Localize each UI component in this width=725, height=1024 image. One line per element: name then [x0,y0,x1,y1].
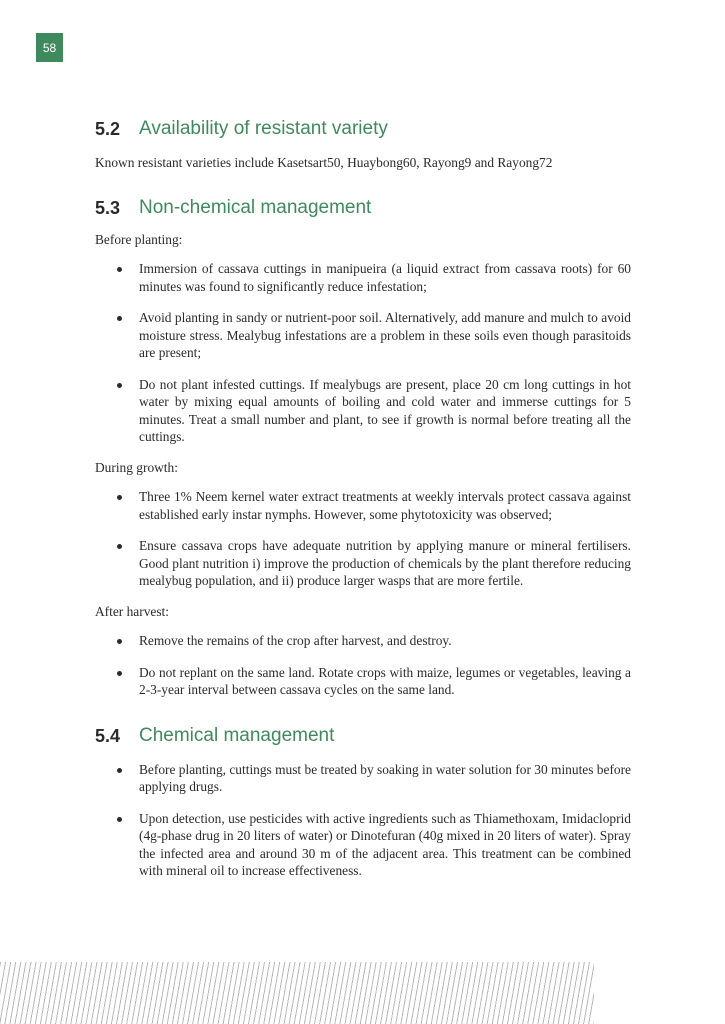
before-planting-list [95,260,631,446]
resistant-varieties-text: Known resistant varieties include Kasetsart50, Huaybong60, Rayong9 and Rayong72 [95,155,553,170]
section-title: Non-chemical management [139,196,372,218]
section-heading-5-2 [95,116,631,142]
section-title: Availability of resistant variety [139,118,388,139]
bullet-icon [117,316,122,321]
section-heading-5-4 [95,723,631,749]
during-growth-label: During growth: [95,459,178,475]
list-item: Immersion of cassava cuttings in manipueira (a liquid extract from cassava roots) for 60 minutes was found to significantly reduce infestation; [95,260,631,295]
bullet-icon [117,495,122,500]
chemical-management-list [95,761,631,880]
bullet-icon [117,267,122,272]
section-title: Chemical management [139,724,335,746]
page-content [95,116,631,880]
list-item: Do not plant infested cuttings. If mealybugs are present, place 20 cm long cuttings in hot water by mixing equal amounts of boiling and cold water and immerse cuttings for 5 minutes. Treat a small number and plant, to see if growth is normal before treating all the cuttings. [95,376,631,446]
bullet-icon [117,768,122,773]
after-harvest-label: After harvest: [95,603,169,619]
during-growth-list [95,488,631,590]
list-item: Ensure cassava crops have adequate nutrition by applying manure or mineral fertilisers. Good plant nutrition i) improve the production of chemicals by the plant therefore reducing mealybug population, and ii) produce larger wasps that are more fertile. [95,537,631,590]
bullet-icon [117,639,122,644]
bullet-icon [117,671,122,676]
after-harvest-list [95,632,631,699]
section-number: 5.4 [95,725,121,746]
decorative-hatch-pattern [0,962,594,1024]
page-number-badge: 58 [36,33,63,62]
list-item: Do not replant on the same land. Rotate crops with maize, legumes or vegetables, leaving a 2-3-year interval between cassava cycles on the same land. [95,664,631,699]
list-item: Remove the remains of the crop after harvest, and destroy. [95,632,631,650]
list-item: Three 1% Neem kernel water extract treatments at weekly intervals protect cassava against established early instar nymphs. However, some phytotoxicity was observed; [95,488,631,523]
before-planting-label: Before planting: [95,231,183,247]
list-item: Avoid planting in sandy or nutrient-poor soil. Alternatively, add manure and mulch to avoid moisture stress. Mealybug infestations are a problem in these soils even though parasitoids are present; [95,309,631,362]
section-number: 5.2 [95,119,121,139]
section-number: 5.3 [95,197,121,218]
bullet-icon [117,383,122,388]
section-heading-5-3 [95,195,631,221]
bullet-icon [117,817,122,822]
bullet-icon [117,544,122,549]
list-item: Before planting, cuttings must be treated by soaking in water solution for 30 minutes before applying drugs. [95,761,631,796]
list-item: Upon detection, use pesticides with active ingredients such as Thiamethoxam, Imidacloprid (4g-phase drug in 20 liters of water) or Dinotefuran (40g mixed in 20 liters of water). Spray the infected area and around 30 m of the adjacent area. This treatment can be combined with mineral oil to increase effectiveness. [95,810,631,880]
